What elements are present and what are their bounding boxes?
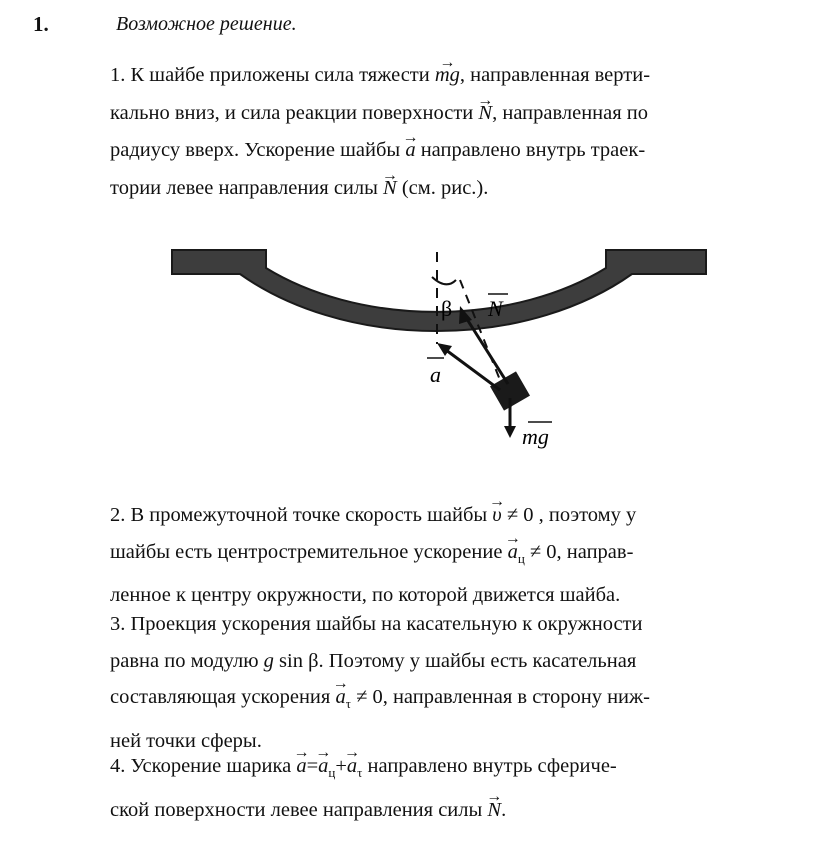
p2-line-1: 2. В промежуточной точке скорость шайбы → υ ≠ 0 , поэтому у [110,497,770,534]
p1-line-4: тории левее направления силы → N (см. рис.). [110,170,770,208]
p2-line-2: шайбы есть центростремительное ускорение → $a_ц \ne 0$, направ- [110,534,770,578]
vector-a-c: → a [508,534,518,571]
p3-line-3: составляющая ускорения → $a_\tau \ne 0$, направленная в сторону ниж- [110,679,770,723]
p1-line-1: 1. К шайбе приложены сила тяжести → mg, направленная верти- [110,57,770,95]
vector-a-c: → a [318,748,328,785]
vector-v: → υ [492,497,501,534]
p1-line-3: радиусу вверх. Ускорение шайбы → a направлено внутрь траек- [110,132,770,170]
label-mg: mg [522,424,549,449]
paragraph-1 [110,57,770,207]
label-a: a [430,362,441,387]
bowl-surface [172,250,706,331]
vector-a-tau: → a [335,679,345,716]
label-beta: β [441,296,453,321]
angle-arc [432,277,456,284]
vector-a-tau: → a [347,748,357,785]
paragraph-2 [110,497,770,614]
problem-number: 1. [33,12,49,36]
p1-line-2: кально вниз, и сила реакции поверхности → N, направленная по [110,95,770,133]
p2-line-3: ленное к центру окружности, по которой движется шайба. [110,584,621,607]
vector-n: → N [383,170,397,208]
vector-n: → N [487,792,501,829]
p3-line-1: 3. Проекция ускорения шайбы на касательную к окружности [110,613,643,635]
solution-heading: Возможное решение. [116,13,297,35]
p4-line-2: ской поверхности левее направления силы → N. [110,792,770,829]
paragraph-3 [110,606,770,759]
p3-line-2: равна по модулю g sin β. Поэтому у шайбы есть касательная [110,649,637,672]
label-n: N [488,296,503,321]
vector-n: → N [478,95,492,133]
bowl-figure [160,232,720,472]
p3-line-4: ней точки сферы. [110,729,262,752]
paragraph-4 [110,748,770,828]
p4-line-1: 4. Ускорение шарика → $a=\to a_ц+\to a_\tau$ направлено внутрь сфериче- [110,748,770,792]
vector-mg: → mg [435,57,460,95]
vector-a: → a [405,132,415,170]
vector-a: → a [296,748,306,785]
